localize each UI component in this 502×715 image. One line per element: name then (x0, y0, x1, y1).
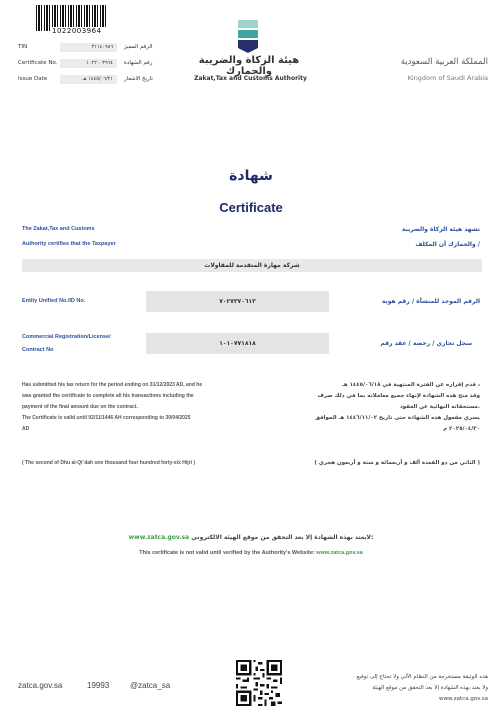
footer-website[interactable]: zatca.gov.sa (18, 681, 63, 690)
certificate-title-en: Certificate (219, 200, 283, 215)
cr-value: ١٠١٠٧٧١٨١٨ (146, 333, 329, 354)
entity-no-label-en: Entity Unified No./ID No. (22, 298, 86, 304)
tin-label-ar: الرقم المميز (124, 44, 153, 50)
verification-link-en[interactable]: www.zatca.gov.sa (316, 550, 363, 556)
authority-name-ar: هيئة الزكاة والضريبة والجمارك (198, 55, 300, 77)
tin-value: ٣١١٤٠٩٨٦ (60, 43, 117, 52)
authority-name-en: Zakat,Tax and Customs Authority (194, 75, 307, 82)
footer-social-handle[interactable]: @zatca_sa (130, 681, 171, 690)
footer-phone[interactable]: 19993 (87, 681, 110, 690)
intro-ar-line2: والجمارك أن المكلف / (415, 241, 480, 248)
cr-label-en-line2: Contract No (22, 347, 54, 353)
qr-code-icon (236, 660, 282, 706)
statement-ar-line: ٢٠٢٥/٠٤/٣٠ م (443, 426, 480, 432)
statement-en-line: AD (22, 426, 30, 432)
statement-en-line: Has submitted his tax return for the period ending on 31/12/2023 AD, and he (22, 382, 203, 388)
statement-ar-line: قدم إقراره عن الفترة المنتهية في ١٤٤٥/٠٦/١٨ هـ ، (341, 382, 480, 388)
issue-date-label-ar: تاريخ الاشعار (124, 76, 153, 82)
taxpayer-name: شركة مهارة المتقدمة للمقاولات (22, 259, 482, 272)
footer-note-url[interactable]: www.zatca.gov.sa (439, 696, 488, 702)
barcode-number: 1022003964 (52, 27, 112, 36)
statement-en-line: payment of the final amount due on the contract. (22, 404, 138, 410)
intro-ar-line1: تشهد هيئة الزكاة والضريبة (401, 226, 480, 233)
verification-link-ar[interactable]: www.zatca.gov.sa (128, 534, 190, 541)
verification-text-ar: لايعتد بهذه الشهادة إلا بعد التحقق من موقع الهيئة الالكتروني: (189, 534, 374, 541)
statement-en (22, 380, 262, 435)
issue-date-value: ١٤٤٥/٠٦/٢١ هـ (60, 75, 117, 84)
footer-note-line1: هذه الوثيقة مستخرجة من النظام الآلي ولا تحتاج إلى توقيع (356, 674, 488, 680)
kingdom-name-en: Kingdom of Saudi Arabia (407, 74, 488, 82)
tin-label-en: TIN (18, 44, 28, 50)
statement-ar-line: وقد منح هذه الشهادة لإنهاء جميع معاملاته بما في ذلك صرف (317, 393, 480, 399)
statement-en-line: was granted the certificate to complete all his transactions including the (22, 393, 194, 399)
intro-en-line1: The Zakat,Tax and Customs (22, 226, 95, 232)
certificate-title-ar: شهادة (229, 168, 273, 184)
intro-en-line2: Authority certifies that the Taxpayer (22, 241, 116, 247)
issue-date-label-en: Issue Date (18, 76, 48, 82)
footer-note-line2: ولا يعتد بهذه الشهادة إلا بعد التحقق من موقع الهيئة (372, 685, 488, 691)
certificate-no-value: ١٠٢٢٠٠٣٩٦٤ (60, 59, 117, 68)
verification-en (0, 550, 502, 556)
entity-no-value: ٧٠٢٧٣٧٠٦١٣ (146, 291, 329, 312)
certificate-no-label-ar: رقم الشهادة (124, 60, 153, 66)
statement-en-line: The Certificate is valid until 02/11/1446 AH corresponding to 30/04/2025 (22, 415, 191, 421)
certificate-no-label-en: Certificate No. (18, 60, 58, 66)
hijri-date-ar: ( الثاني من ذو القعدة ألف و أربعمائة و ستة و أربعون هجري ) (314, 460, 480, 466)
statement-ar-line: مستحقاته النهائية عن العقود. (399, 404, 480, 410)
cr-label-ar: سجل تجاري / رخصة / عقد رقم (380, 340, 472, 347)
verification-text-en: This certificate is not valid until verified by the Authority's Website: (139, 550, 317, 556)
statement-ar (278, 380, 480, 435)
zatca-logo-icon (234, 18, 262, 54)
statement-ar-line: يسري مفعول هذه الشهادة حتى تاريخ ١٤٤٦/١١/٠٢ هـ الموافق (315, 415, 480, 421)
entity-no-label-ar: الرقم الموحد للمنشأة / رقم هوية (381, 298, 480, 305)
cr-label-en-line1: Commercial Registration/License/ (22, 334, 111, 340)
kingdom-name-ar: المملكة العربية السعودية (400, 57, 488, 67)
hijri-date-en: ( The second of Dhu al-Qi`dah one thousand four hundred forty-six Hijri ) (22, 460, 196, 466)
verification-ar (0, 534, 502, 541)
